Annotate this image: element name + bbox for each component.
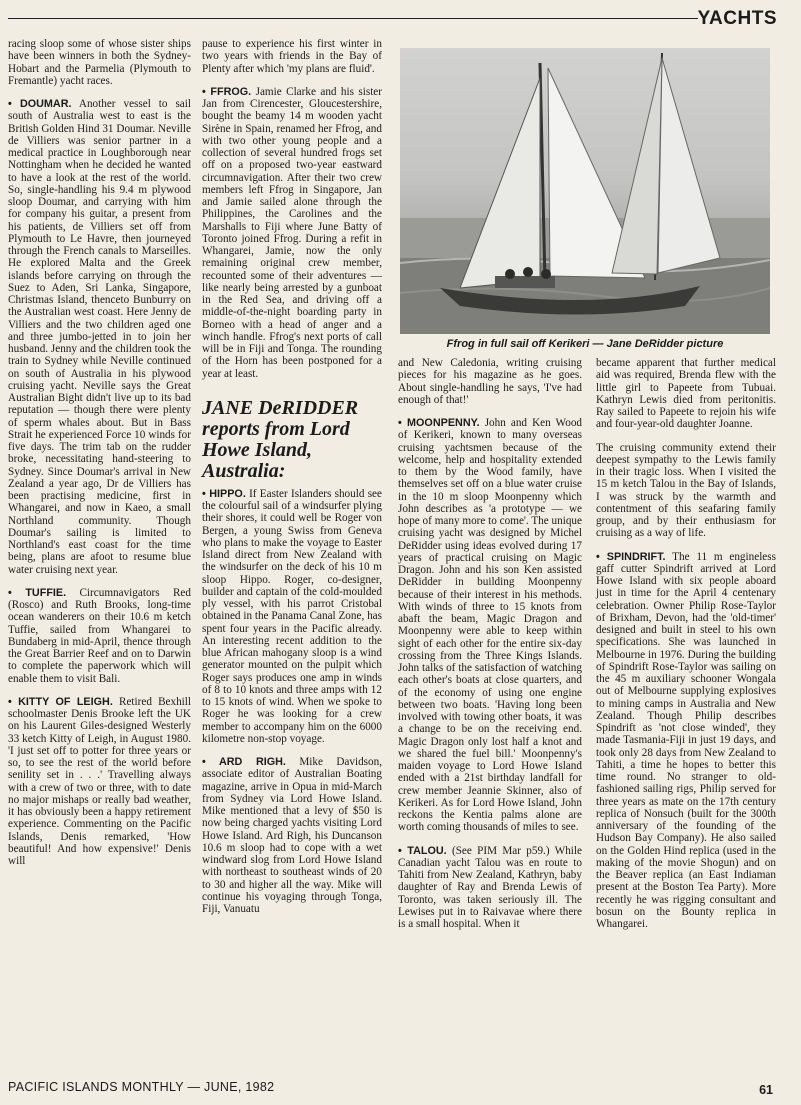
paragraph-tuffie: • TUFFIE. Circumnavigators Red (Rosco) and Ruth Brooks, long-time ocean wanderers on their 10.6 m ketch Tuffie, sailed from Whangarei to Bundaberg in mid-April, thence through the Great Barrier Reef and on to Darwin to complete the paperwork which will enable them to visit Bali. (8, 586, 191, 685)
paragraph: racing sloop some of whose sister ships have been winners in both the Sydney-Hobart and the Parmelia (Plymouth to Fremantle) yacht races. (8, 38, 191, 87)
page-number: 61 (759, 1083, 773, 1097)
yacht-photo (400, 48, 770, 334)
article-column-2 (202, 38, 382, 926)
publication-footer: PACIFIC ISLANDS MONTHLY — JUNE, 1982 (8, 1080, 275, 1094)
paragraph-moonpenny: • MOONPENNY. John and Ken Wood of Kerikeri, known to many overseas cruising yachtsmen because of the welcome, help and hospitality extended to them by the Wood family, have themselves set off on a blue water cruise in the 10 m sloop Moonpenny which John describes as 'a prototype — we hope of many more to come'. The unique cruising yacht was designed by Michel DeRidder using ideas evolved during 17 years of practical cruising on Magic Dragon. John and his son Ken assisted DeRidder in building Moonpenny because of their interest in his methods. With winds of three to 15 knots from abaft the beam, Magic Dragon and Moonpenny were able to keep within sight of each other for the entire six-day crossing from the Three Kings Islands. John talks of the satisfaction of watching each other's boats at close quarters, and of the economy of using one engine between two boats. 'Having long been involved with towing other boats, it was a change to be on the receiving end. Magic Dragon only lost half a knot and we shared the fuel bill.' Moonpenny's maiden voyage to Lord Howe Island ended with a 21st birthday landfall for crew member Jeannie Skinner, also of Kerikeri. As for Lord Howe Island, John reckons the Kentia palms alone are worth coming thousands of miles to see. (398, 417, 583, 834)
paragraph-hippo: • HIPPO. If Easter Islanders should see the colourful sail of a windsurfer plying their shores, it could well be Roger von Bergen, a young Swiss from Geneva who plans to make the voyage to Easter Island direct from New Zealand with the windsurfer on the deck of his 10 m sloop Hippo. Roger, co-designer, builder and captain of the cold-moulded ply vessel, with his parrot Cristobal obtained in the Panama Canal Zone, has spent four years in the Pacific already. An interesting recent addition to the blue African mahogany sloop is a wind generator mounted on the pulpit which Roger says produces one amp in winds of 8 to 10 knots and three amps with 12 to 15 knots of wind. When we spoke to Roger he was looking for a crew member to accompany him on the 6000 kilometre non-stop voyage. (202, 487, 382, 745)
paragraph-kitty-of-leigh: • KITTY OF LEIGH. Retired Bexhill schoolmaster Denis Brooke left the UK on his Laurent Giles-designed Westerly 33 ketch Kitty of Leigh, in August 1980. 'I just set off to potter for three years or so, to see the rest of the world before senility set in . . .' Travelling always with a crew of two or three, with to date no major mishaps or really bad weather, it has obviously been a happy retirement experience. Commenting on the Pacific Islands, Denis remarked, 'How beautiful! And how expensive!' Denis will (8, 695, 192, 867)
paragraph: became apparent that further medical aid was required, Brenda flew with the little girl to Papeete from Tubuai. Kathryn Lewis died from peritonitis. Ray sailed to Papeete to rejoin his wife and four-year-old daughter Joanne. (596, 357, 776, 431)
section-label: YACHTS (697, 8, 777, 29)
article-column-4 (596, 357, 776, 941)
paragraph-ard-righ: • ARD RIGH. Mike Davidson, associate editor of Australian Boating magazine, arrive in Opua in mid-March from Sydney via Lord Howe Island. Mike mentioned that a levy of $50 is now being charged yachts visiting Lord Howe Island. Ard Righ, his Duncanson 10.6 m sloop had to cope with a wet windward slog from Lord Howe Island with northeast to southeast winds of 20 to 30 and higher all the way. Mike will continue his voyaging through Tonga, Fiji, Vanuatu (202, 756, 383, 915)
paragraph-spindrift: • SPINDRIFT. The 11 m engineless gaff cutter Spindrift arrived at Lord Howe Island with six people aboard just in time for the April 4 centenary celebration. Owner Philip Rose-Taylor of Brixham, Devon, had the 'old-timer' designed and built in steel to his own specifications. She was launched in Melbourne in 1976. During the building of Spindrift Rose-Taylor was sailing on the 45 m auxiliary schooner Wongala out of Melbourne supplying explosives to mining camps in Australia and New Zealand. Though Philip describes Spindrift as 'not close winded', they made Tasmania-Fiji in just 19 days, and took only 28 days from New Zealand to Tahiti, a time he hopes to better this time round. No stranger to old-fashioned sailing rigs, Philip served for three years as mate on the 17th century replica of Nonsuch (built for the 300th anniversary of the founding of the Hudson Bay Company). He also sailed on the Golden Hind replica (used in the making of the movie Shogun) and on the Beaver replica (an East Indiaman present at the Boston Tea Party). More recently he was rigging consultant and bosun on the Bounty replica in Whangarei. (596, 550, 776, 930)
paragraph: pause to experience his first winter in two years with friends in the Bay of Plenty after which 'my plans are fluid'. (202, 38, 382, 75)
byline-heading: JANE DeRIDDER reports from Lord Howe Island, Australia: (202, 396, 359, 482)
sailboat-illustration (400, 48, 770, 334)
paragraph-talou: • TALOU. (See PIM Mar p59.) While Canadian yacht Talou was en route to Tahiti from New Zealand, Kathryn, baby daughter of Ray and Brenda Lewis of Toronto, was taken seriously ill. The Lewises put in to Raivavae where there is a small hospital. When it (398, 844, 582, 930)
photo-caption: Ffrog in full sail off Kerikeri — Jane DeRidder picture (446, 338, 724, 350)
header-rule (8, 18, 698, 19)
paragraph-ffrog: • FFROG. Jamie Clarke and his sister Jan from Cirencester, Gloucestershire, bought the beamy 14 m wooden yacht Sirène in Spain, renamed her Ffrog, and with two other young people and a collection of several hundred frogs set off on a proposed two-year eastward circumnavigation. After their two crew members left Ffrog in Singapore, Jan and Jamie sailed alone through the Philippines, the Carolines and the Marshalls to Fiji where June Batty of Toronto joined Ffrog. During a refit in Whangarei, Jamie, now the only remaining original crew member, recounted some of their adventures — like nearly being arrested by a gunboat in the Red Sea, and driving off a middle-of-the-night boarding party in Borneo with a head of anger and a winch handle. Ffrog's next ports of call will be in Fiji and Tonga. The rounding of the Horn has been postponed for a year at least. (202, 85, 382, 380)
paragraph-doumar: • DOUMAR. Another vessel to sail south of Australia west to east is the British Golden Hind 31 Doumar. Neville de Villiers was senior partner in a medical practice in Loughborough near Nottingham when he decided he wanted to have a look at the rest of the world. So, single-handling his 9.4 m plywood sloop Doumar, and carrying with him for company his guitar, a present from his patients, de Villiers set off from Plymouth to Le Havre, then journeyed through the French canals to Marseilles. He explored Malta and the Greek islands before carrying on through the Suez to Aden, Sri Lanka, Singapore, Christmas Island, thenceto Bunburry on the Australian west coast. Here Jenny de Villiers and the two children aged one and three jumbo-jetted in to join her husband. Jenny and the children took the train to Sydney while Neville continued on south of Australia in his plywood cruising yacht. Neville says the Great Australian Bight didn't live up to its bad reputation — though there were plenty of sperm whales about. But in Bass Strait he experienced Force 10 winds for five days. The trim tab on the rudder broke, necessitating hand-steering to Sydney. Since Doumar's arrival in New Zealand a year ago, Dr de Villiers has been practising medicine, first in Whangarei, and now in Kaeo, a small Northland community. Though Doumar's sailing is limited to Northland's east coast for the time being, plans are afoot to resume blue water cruising next year. (8, 98, 191, 576)
paragraph-cruising-community: The cruising community extend their deepest sympathy to the Lewis family in their tragic loss. When I visited the 15 m ketch Talou in the Bay of Islands, I was struck by the warmth and contentment of this seafaring family group, and by their enthusiasm for cruising as a way of life. (596, 441, 776, 540)
article-column-1 (8, 38, 191, 878)
paragraph: and New Caledonia, writing cruising pieces for his magazine as he goes. About single-handling he says, 'I've had enough of that!' (398, 357, 582, 406)
article-column-3 (398, 357, 582, 941)
